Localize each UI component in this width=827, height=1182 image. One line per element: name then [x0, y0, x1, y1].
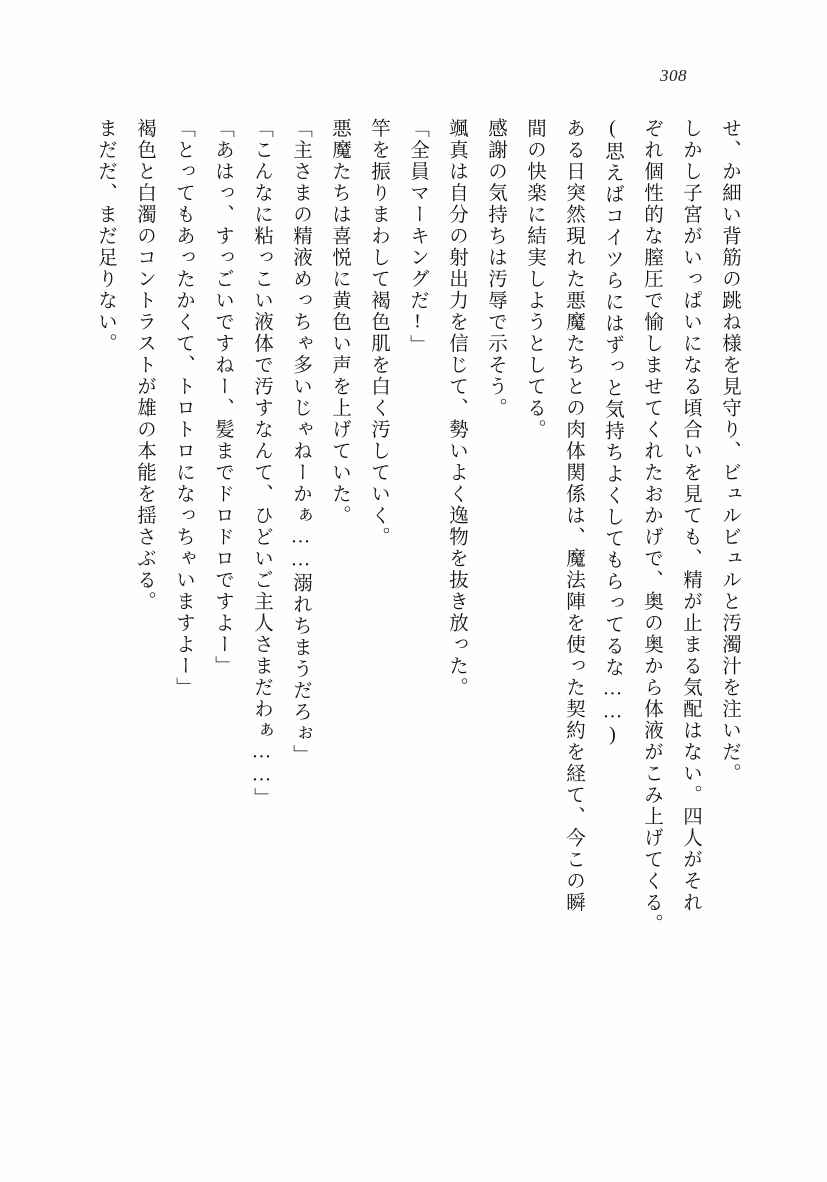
text-line: 悪魔たちは喜悦に黄色い声を上げていた。	[329, 118, 350, 527]
text-line: 「全員マーキングだ!」	[407, 118, 428, 356]
text-line: 颯真は自分の射出力を信じて、勢いよく逸物を抜き放った。	[446, 118, 467, 699]
text-line: せ、か細い背筋の跳ね様を見守り、ビュルビュルと汚濁汁を注いだ。	[719, 118, 740, 785]
text-line: まだだ、まだ足りない。	[95, 118, 116, 355]
text-line: ある日突然現れた悪魔たちとの肉体関係は、魔法陣を使った契約を経て、今この瞬	[563, 118, 584, 914]
page-number: 308	[660, 66, 687, 85]
text-line: 「こんなに粘っこい液体で汚すなんて、ひどいご主人さまだわぁ……」	[251, 118, 272, 809]
text-line: 褐色と白濁のコントラストが雄の本能を揺さぶる。	[134, 118, 155, 613]
text-line: 「主さまの精液めっちゃ多いじゃねーかぁ……溺れちまうだろぉ」	[290, 118, 311, 766]
text-line: しかし子宮がいっぱいになる頃合いを見ても、精が止まる気配はない。四人がそれ	[680, 118, 701, 914]
text-line: 「とってもあったかくて、トロトロになっちゃいますよー」	[173, 118, 194, 699]
text-line: 感謝の気持ちは汚辱で示そう。	[485, 118, 506, 419]
vertical-text-block	[96, 118, 749, 1118]
text-line: 竿を振りまわして褐色肌を白く汚していく。	[368, 118, 389, 548]
text-line: ぞれ個性的な膣圧で愉しませてくれたおかげで、奥の奥から体液がこみ上げてくる。	[641, 118, 662, 935]
text-line: 間の快楽に結実しようとしてる。	[524, 118, 545, 441]
text-line: (思えばコイツらにはずっと気持ちよくしてもらってるな……)	[602, 118, 623, 748]
text-line: 「あはっ、すっごいですねー、髪までドロドロですよー」	[212, 118, 233, 677]
